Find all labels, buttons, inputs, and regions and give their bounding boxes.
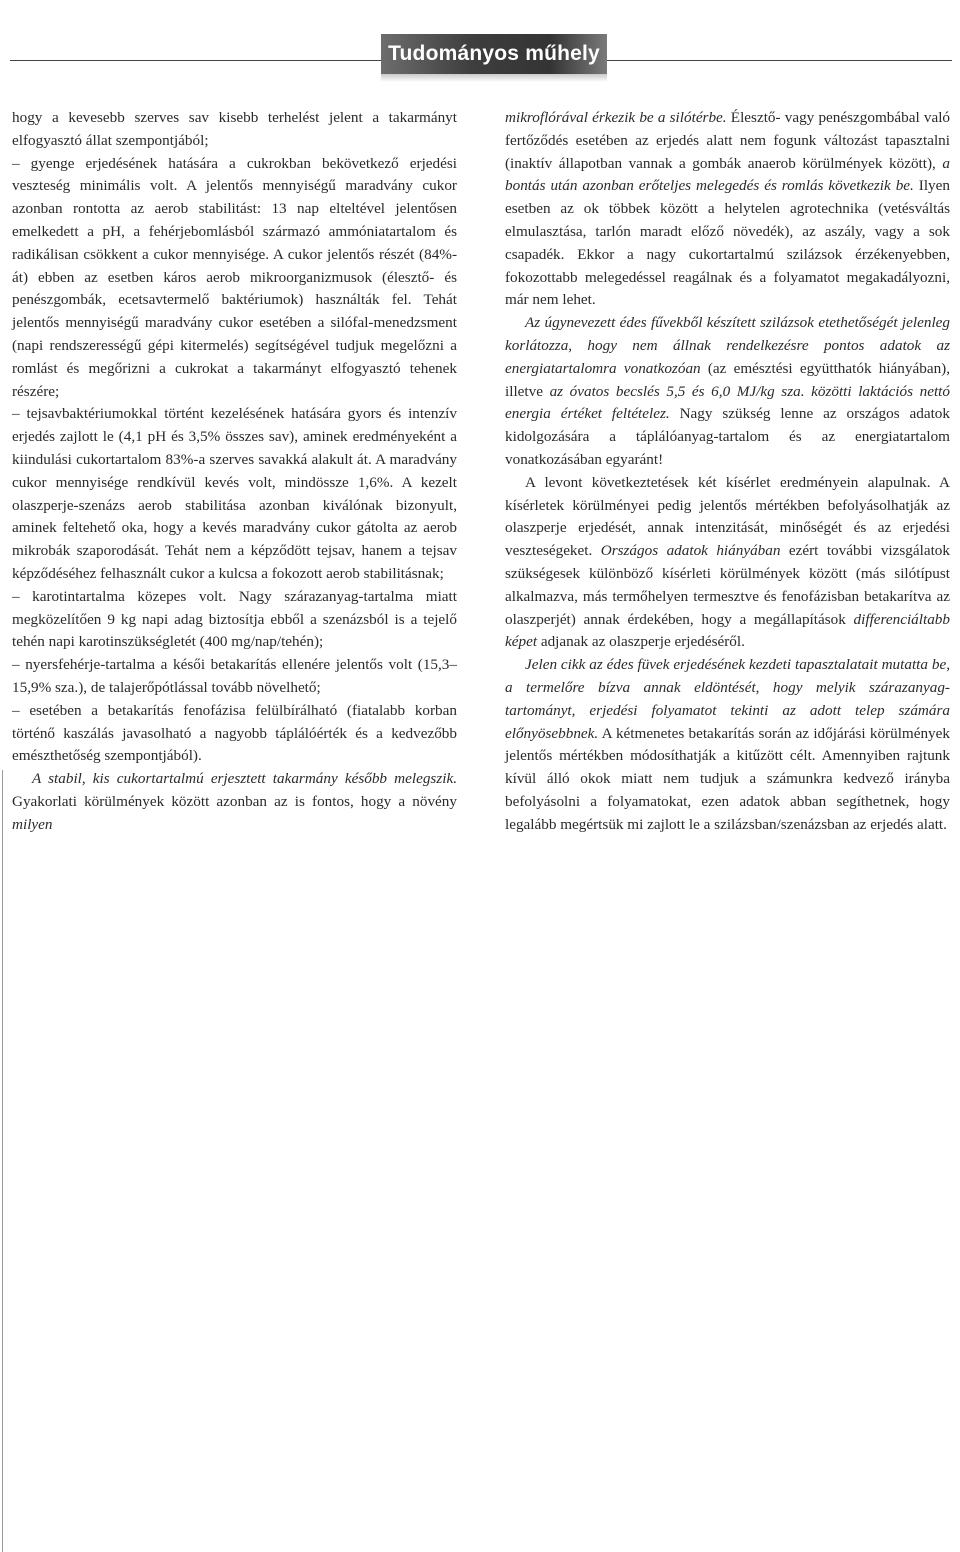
paragraph: – esetében a betakarítás fenofázisa felülbírálható (fiatalabb korban történő kaszálás javasolható a nagyobb táplálóérték és a kedvezőbb emészthetőség szempontjából). (12, 701, 457, 765)
emphasis: milyen (12, 815, 53, 833)
left-column (12, 107, 457, 837)
paragraph: – tejsavbaktériumokkal történt kezelésének hatására gyors és intenzív erjedés zajlott le (4,1 pH és 3,5% összes sav), aminek eredményeként a kiindulási cukortartalom 83%-a szerves savakká alakult át. A maradvány cukor mennyisége rendkívül kevés volt, mindössze 1,6%. A kezelt olaszperje-szenázs aerob stabilitása azonban kiválónak bizonyult, aminek feltehető oka, hogy a kevés maradvány cukor gátolta az aerob mikrobák szaporodását. Tehát nem a képződött tejsav, hanem a tejsav képződéséhez felhasznált cukor a kulcsa a fokozott aerob stabilitásnak; (12, 405, 457, 582)
text-run: Élesztő- vagy penészgombábal való fertőződés esetében az erjedés alatt nem fogunk változást tapasztalni (inaktív állapotban vannak a gombák anaerob körülmények között), (505, 109, 951, 172)
paragraph (12, 768, 457, 836)
text-run: A levont következtetések két kísérlet eredményein alapulnak. A kísérletek körülményei pedig jelentős mértékben befolyásolhatják az olaszperje erjedését, annak intenzitását, minőségét és az erjedési veszteségeket. (505, 473, 950, 560)
emphasis: differenciáltabb képet (505, 610, 950, 651)
section-title: Tudományos műhely (381, 34, 607, 74)
emphasis: az óvatos becslés 5,5 és 6,0 MJ/kg sza. közötti laktációs nettó energia értéket feltételez. (505, 382, 950, 423)
section-title-shadow (381, 74, 607, 82)
paragraph (505, 312, 950, 472)
emphasis: Az úgynevezett édes fűvekből készített szilázsok etethetőségét jelenleg korlátozza, hogy nem állnak rendelkezésre pontos adatok az energiatartalomra vonatkozóan (505, 314, 950, 377)
emphasis: Országos adatok hiányában (600, 542, 781, 560)
text-run: (az emésztési együtthatók hiányában), illetve (505, 359, 951, 400)
text-run: adjanak az olaszperje erjedéséről. (537, 633, 745, 651)
emphasis: A stabil, kis cukortartalmú erjesztett takarmány később melegszik. (32, 770, 457, 788)
paragraph (505, 654, 950, 836)
paragraph (505, 472, 950, 654)
paragraph: – nyersfehérje-tartalma a késői betakarítás ellenére jelentős volt (15,3–15,9% sza.), de talajerőpótlással tovább növelhető; (12, 656, 457, 696)
text-run: Ilyen esetben az ok többek között a helytelen agrotechnika (vetésváltás elmulasztása, tarlón maradt előző növedék), az aszály, vagy a sok csapadék. Ekkor a nagy cukortartalmú szilázsok érzékenyebben, fokozottabb melegedéssel reagálnak és a folyamatot megakadályozni, már nem lehet. (505, 177, 950, 309)
paragraph: hogy a kevesebb szerves sav kisebb terhelést jelent a takarmányt elfogyasztó állat szempontjából; (12, 109, 457, 149)
emphasis: a bontás után azonban erőteljes melegedés és romlás következik be. (505, 154, 950, 195)
text-run: Gyakorlati körülmények között azonban az is fontos, hogy a növény (12, 792, 457, 810)
text-run: A kétmenetes betakarítás során az időjárási körülmények jelentős mértékben módosíthatják a kitűzött célt. Amennyiben rajtunk kívül álló okok miatt nem tudjuk a számunkra kedvező irányba befolyásolni a folyamatokat, ezen adatok abban segíthetnek, hogy legalább megértsük mi zajlott le a szilázsban/szenázsban az erjedés alatt. (505, 724, 950, 833)
margin-rule (2, 770, 3, 1552)
text-run: ezért további vizsgálatok szükségesek különböző kísérleti körülmények között (más silótípust alkalmazva, más termőhelyen termesztve és fenofázisban betakarítva az olaszperjét) annak érdekében, hogy a megállapítások (505, 542, 950, 628)
right-column (505, 107, 950, 837)
paragraph: – gyenge erjedésének hatására a cukrokban bekövetkező erjedési veszteség minimális volt. A jelentős mennyiségű maradvány cukor azonban rontotta az aerob stabilitást: 13 nap elteltével jelentősen emelkedett a pH, a fehérjebomlásból származó ammóniatartalom és radikálisan csökkent a cukor mennyisége. A cukor jelentős részét (84%-át) ebben az esetben káros aerob mikroorganizmusok (élesztő- és penészgombák, ecetsavtermelő baktériumok) használták fel. Tehát jelentős mennyiségű maradvány cukor esetében a silófal-menedzsment (napi rendszerességű gépi kitermelés) segítségével tudjuk megelőzni a romlást és megőrizni a cukrokat a takarmányt elfogyasztó tehenek részére; (12, 154, 457, 400)
text-run: Nagy szükség lenne az országos adatok kidolgozására a táplálóanyag-tartalom és az energiatartalom vonatkozásában egyaránt! (505, 405, 950, 468)
paragraph (505, 107, 950, 312)
paragraph: – karotintartalma közepes volt. Nagy szárazanyag-tartalma miatt megközelítően 9 kg napi adag biztosítja ebből a szenázsból is a tejelő tehén napi karotinszükségletét (400 mg/nap/tehén); (12, 587, 457, 651)
emphasis: Jelen cikk az édes füvek erjedésének kezdeti tapasztalatait mutatta be, a termelőre bízva annak eldöntését, hogy melyik szárazanyag-tartományt, erjedési folyamatot tekinti az adott telep számára előnyösebbnek. (505, 656, 950, 742)
emphasis: mikroflórával érkezik be a silótérbe. (505, 109, 727, 126)
